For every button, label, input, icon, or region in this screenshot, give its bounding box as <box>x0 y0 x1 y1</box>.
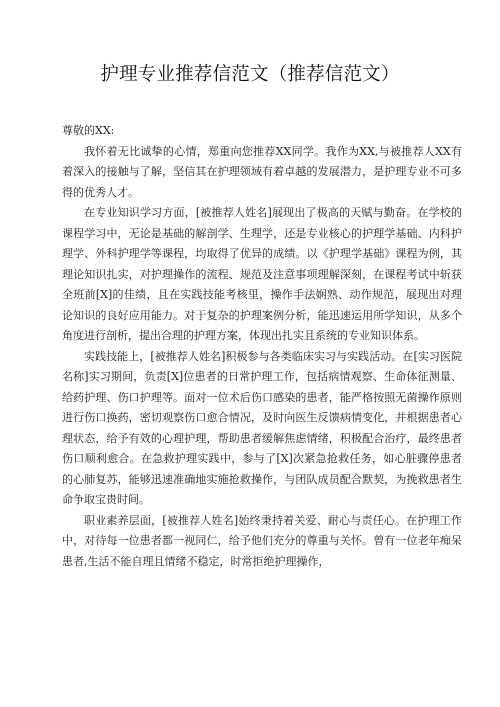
paragraph-professional-ethics: 职业素养层面，[被推荐人姓名]始终秉持着关爱、耐心与责任心。在护理工作中，对待每一位患者都一视同仁，给予他们充分的尊重与关怀。曾有一位老年痴呆患者,生活不能自理且情绪不稳定，时常拒绝护理操作， <box>62 513 462 568</box>
document-title: 护理专业推荐信范文（推荐信范文） <box>100 64 400 85</box>
document-body <box>62 121 462 572</box>
paragraph-practical-skills: 实践技能上，[被推荐人姓名]积极参与各类临床实习与实践活动。在[实习医院名称]实习期间，负责[X]位患者的日常护理工作，包括病情观察、生命体征测量、给药护理、伤口护理等。面对一位术后伤口感染的患者，能严格按照无菌操作原则进行伤口换药，密切观察伤口愈合情况，及时向医生反馈病情变化，并根据患者心理状态，给予有效的心理护理，帮助患者缓解焦虑情绪，积极配合治疗，最终患者伤口顺利愈合。在急救护理实践中，参与了[X]次紧急抢救任务，如心脏骤停患者的心肺复苏，能够迅速准确地实施抢救操作，与团队成员配合默契，为挽救患者生命争取宝贵时间。 <box>62 349 462 506</box>
salutation: 尊敬的XX: <box>62 124 115 137</box>
paragraph-introduction: 我怀着无比诚挚的心情，郑重向您推荐XX同学。我作为XX,与被推荐人XX有着深入的接触与了解，坚信其在护理领域有着卓越的发展潜力，是护理专业不可多得的优秀人才。 <box>62 144 462 199</box>
paragraph-academic-knowledge: 在专业知识学习方面，[被推荐人姓名]展现出了极高的天赋与勤奋。在学校的课程学习中，无论是基础的解剖学、生理学，还是专业核心的护理学基础、内科护理学、外科护理学等课程，均取得了优异的成绩。以《护理学基础》课程为例，其理论知识扎实，对护理操作的流程、规范及注意事项理解深刻，在课程考试中斩获全班前[X]的佳绩，且在实践技能考核里，操作手法娴熟、动作规范，展现出对理论知识的良好应用能力。对于复杂的护理案例分析，能迅速运用所学知识，从多个角度进行剖析，提出合理的护理方案，体现出扎实且系统的专业知识体系。 <box>62 206 462 342</box>
